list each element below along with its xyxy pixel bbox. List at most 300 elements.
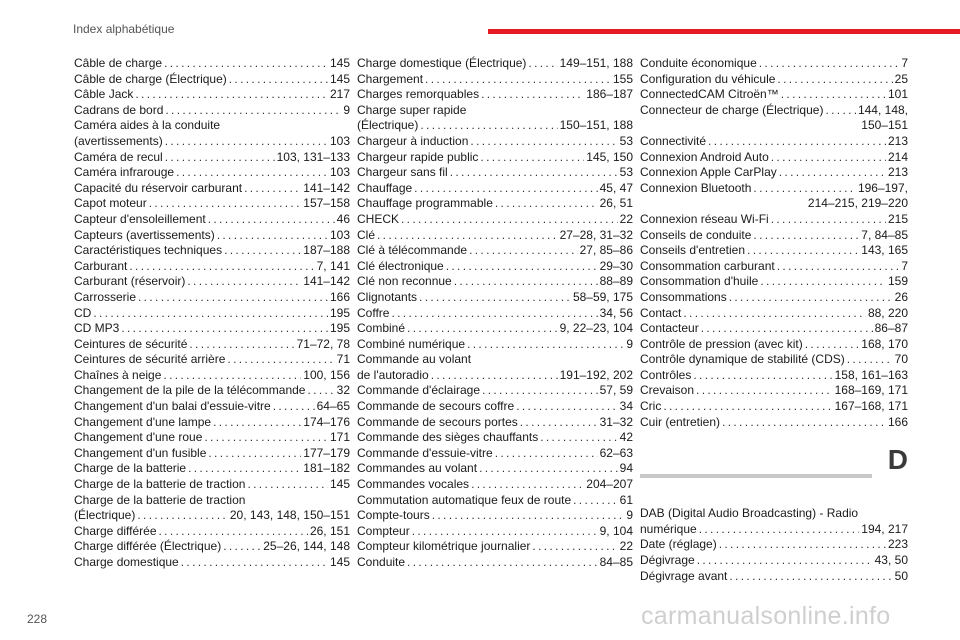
- index-entry-pages: 9: [343, 102, 350, 117]
- index-entry-term: Compte-tours: [357, 508, 430, 523]
- index-entry-pages: 7: [901, 56, 908, 70]
- index-entry: [640, 522, 908, 538]
- index-entry-pages: 186–187: [586, 87, 633, 102]
- dot-leader: [479, 461, 618, 477]
- index-entry-term: (Électrique): [357, 118, 419, 133]
- index-entry-pages: 29–30: [599, 258, 633, 273]
- index-entry: [74, 415, 350, 431]
- index-entry-pages: 145: [329, 71, 350, 86]
- index-entry-term: Commande d'essuie-vitre: [357, 445, 493, 460]
- index-entry-pages: 166: [887, 414, 908, 429]
- dot-leader: [693, 368, 832, 384]
- index-entry-term: Ceintures de sécurité arrière: [74, 352, 226, 367]
- index-entry: [74, 228, 350, 244]
- dot-leader: [696, 383, 833, 399]
- index-entry-term: Commande des sièges chauffants: [357, 430, 539, 445]
- index-entry-pages: 9: [626, 336, 633, 351]
- index-entry: [74, 243, 350, 259]
- dot-leader: [407, 321, 558, 337]
- dot-leader: [244, 181, 301, 197]
- index-entry-term: Connectivité: [640, 133, 707, 148]
- index-entry: [74, 290, 350, 306]
- dot-leader: [129, 259, 314, 275]
- index-entry-pages: 223: [887, 537, 908, 552]
- index-entry-pages: 177–179: [303, 445, 350, 460]
- dot-leader: [469, 243, 578, 259]
- index-entry-pages: 157–158: [303, 196, 350, 211]
- dot-leader: [753, 181, 856, 197]
- index-entry: [74, 259, 350, 275]
- dot-leader: [93, 306, 328, 322]
- index-entry-pages: 9: [626, 508, 633, 523]
- index-entry-pages: 86–87: [874, 321, 908, 336]
- index-entry-pages: 196–197,: [857, 180, 908, 195]
- index-entry: [74, 212, 350, 228]
- index-entry: [640, 72, 908, 88]
- dot-leader: [771, 212, 886, 228]
- index-entry: [640, 553, 908, 569]
- dot-leader: [412, 524, 598, 540]
- dot-leader: [701, 321, 873, 337]
- index-entry-term: Contacteur: [640, 321, 699, 336]
- index-entry: [74, 196, 350, 212]
- index-entry-term: Chauffage programmable: [357, 196, 493, 211]
- dot-leader: [223, 539, 261, 555]
- index-entry-pages: 144, 148,: [857, 102, 908, 117]
- dot-leader: [825, 103, 856, 119]
- index-entry-pages: 27–28, 31–32: [559, 227, 633, 242]
- index-entry: [357, 150, 633, 166]
- index-entry: [74, 87, 350, 103]
- index-entry-pages: 217: [329, 87, 350, 102]
- index-entry-pages: 103: [329, 227, 350, 242]
- index-entry-term: Consommation carburant: [640, 258, 775, 273]
- index-entry-pages: 103: [329, 165, 350, 180]
- index-entry: [640, 306, 908, 322]
- index-entry-pages: 25: [894, 71, 908, 86]
- index-entry-term: Changement de la pile de la télécommande: [74, 383, 306, 398]
- index-entry-line: Commande au volant: [357, 352, 472, 367]
- index-entry: [357, 134, 633, 150]
- index-entry: [357, 446, 633, 462]
- index-entry-pages: 70: [894, 352, 908, 367]
- index-entry: [357, 181, 633, 197]
- index-entry-line: DAB (Digital Audio Broadcasting) - Radio: [640, 506, 859, 521]
- dot-leader: [480, 150, 584, 166]
- page-header-title: Index alphabétique: [73, 22, 175, 36]
- dot-leader: [697, 553, 873, 569]
- dot-leader: [708, 134, 886, 150]
- dot-leader: [176, 165, 328, 181]
- index-entry-pages: 31–32: [599, 414, 633, 429]
- index-entry: [640, 134, 908, 150]
- dot-leader: [520, 415, 598, 431]
- index-entry-pages: 158, 161–163: [834, 367, 908, 382]
- index-entry-pages: 159: [887, 274, 908, 289]
- index-entry-term: Contrôle dynamique de stabilité (CDS): [640, 352, 845, 367]
- dot-leader: [165, 134, 328, 150]
- index-entry: [640, 383, 908, 399]
- index-entry-term: Connexion Apple CarPlay: [640, 165, 777, 180]
- index-entry-term: Cuir (entretien): [640, 414, 721, 429]
- dot-leader: [432, 508, 625, 524]
- index-entry-pages: 9, 22–23, 104: [559, 321, 633, 336]
- index-entry-term: Combiné: [357, 321, 406, 336]
- index-entry: [74, 72, 350, 88]
- index-entry-pages: 213: [887, 133, 908, 148]
- dot-leader: [516, 399, 617, 415]
- index-entry: [640, 368, 908, 384]
- index-entry-pages: 195: [329, 305, 350, 320]
- index-entry: [357, 259, 633, 275]
- index-entry: [74, 103, 350, 119]
- index-entry-term: Capteur d'ensoleillement: [74, 211, 206, 226]
- index-entry-pages: 195: [329, 321, 350, 336]
- dot-leader: [163, 368, 301, 384]
- index-entry: [357, 477, 633, 493]
- index-entry-term: Chargement: [357, 71, 424, 86]
- index-entry-pages: 46: [336, 211, 350, 226]
- index-entry: [357, 539, 633, 555]
- index-entry-term: Coffre: [357, 305, 390, 320]
- index-entry-pages: 103, 131–133: [276, 149, 350, 164]
- index-entry-term: Caméra infrarouge: [74, 165, 175, 180]
- index-entry-term: Conduite économique: [640, 56, 757, 70]
- index-entry-pages: 214: [887, 149, 908, 164]
- index-entry: [640, 243, 908, 259]
- index-entry-pages: 167–168, 171: [834, 399, 908, 414]
- dot-leader: [377, 228, 558, 244]
- index-entry: [640, 337, 908, 353]
- dot-leader: [495, 446, 598, 462]
- index-entry-term: Changement d'un balai d'essuie-vitre: [74, 399, 271, 414]
- index-entry-pages: 100, 156: [303, 367, 350, 382]
- index-column-2: [357, 56, 633, 571]
- index-entry: [640, 415, 908, 431]
- index-entry-term: Commandes vocales: [357, 477, 470, 492]
- index-entry-term: (Électrique): [74, 508, 136, 523]
- dot-leader: [407, 555, 598, 571]
- dot-leader: [227, 352, 334, 368]
- index-entry: [357, 524, 633, 540]
- dot-leader: [446, 259, 598, 275]
- index-entry-term: Clignotants: [357, 289, 418, 304]
- dot-leader: [149, 196, 302, 212]
- index-entry-term: Changement d'une lampe: [74, 414, 212, 429]
- index-entry: [357, 290, 633, 306]
- index-entry-pages-continued: 150–151: [861, 118, 908, 133]
- index-entry-pages: 26, 151: [309, 523, 350, 538]
- index-entry-pages: 34: [619, 399, 633, 414]
- dot-leader: [470, 134, 617, 150]
- dot-leader: [779, 165, 886, 181]
- index-entry-pages: 45, 47: [599, 180, 633, 195]
- dot-leader: [165, 103, 341, 119]
- index-entry-term: Commutation automatique feux de route: [357, 492, 572, 507]
- index-entry-term: Contrôle de pression (avec kit): [640, 336, 803, 351]
- index-entry-term: CD: [74, 305, 92, 320]
- index-entry: [640, 569, 908, 585]
- index-entry-term: CHECK: [357, 211, 400, 226]
- dot-leader: [224, 243, 301, 259]
- index-entry: [357, 212, 633, 228]
- index-entry-term: Caméra de recul: [74, 149, 163, 164]
- dot-leader: [495, 196, 598, 212]
- index-entry-term: Charge domestique (Électrique): [357, 56, 527, 70]
- index-entry: [74, 383, 350, 399]
- index-entry: [640, 103, 908, 119]
- index-entry: [640, 181, 908, 197]
- index-entry: [74, 368, 350, 384]
- index-entry: [357, 383, 633, 399]
- dot-leader: [683, 306, 866, 322]
- index-entry: [357, 274, 633, 290]
- dot-leader: [181, 555, 328, 571]
- dot-leader: [229, 72, 328, 88]
- index-entry-term: Contact: [640, 305, 682, 320]
- index-entry-pages: 149–151, 188: [559, 56, 633, 70]
- dot-leader: [159, 524, 308, 540]
- index-entry: [74, 134, 350, 150]
- index-entry-pages: 145, 150: [586, 149, 633, 164]
- index-entry-term: Ceintures de sécurité: [74, 336, 188, 351]
- index-entry: [357, 461, 633, 477]
- index-entry-term: Charge de la batterie: [74, 461, 187, 476]
- index-entry: [640, 87, 908, 103]
- index-entry-pages: 22: [619, 211, 633, 226]
- index-entry-term: Chargeur rapide public: [357, 149, 479, 164]
- dot-leader: [188, 461, 301, 477]
- index-entry-term: Caractéristiques techniques: [74, 243, 223, 258]
- index-entry-pages: 53: [619, 133, 633, 148]
- dot-leader: [847, 352, 893, 368]
- index-entry-pages: 42: [619, 430, 633, 445]
- index-entry-pages: 215: [887, 211, 908, 226]
- dot-leader: [187, 274, 301, 290]
- index-entry: [357, 243, 633, 259]
- dot-leader: [699, 522, 860, 538]
- index-entry-pages: 7, 141: [316, 258, 350, 273]
- dot-leader: [729, 290, 893, 306]
- index-entry-term: Clé non reconnue: [357, 274, 452, 289]
- index-entry-term: Crevaison: [640, 383, 695, 398]
- index-entry: [74, 274, 350, 290]
- dot-leader: [722, 415, 886, 431]
- index-entry-pages: 145: [329, 555, 350, 569]
- dot-leader: [771, 150, 886, 166]
- index-entry-term: Combiné numérique: [357, 336, 466, 351]
- index-entry-pages: 187–188: [303, 243, 350, 258]
- index-entry-term: Clé: [357, 227, 376, 242]
- index-entry: [357, 415, 633, 431]
- index-entry: [357, 228, 633, 244]
- dot-leader: [719, 537, 886, 553]
- index-entry-term: Configuration du véhicule: [640, 71, 776, 86]
- index-entry-pages: 143, 165: [861, 243, 908, 258]
- index-entry: [357, 493, 633, 509]
- index-entry-term: Date (réglage): [640, 537, 717, 552]
- index-entry-pages: 194, 217: [861, 521, 908, 536]
- index-entry-pages: 171: [329, 430, 350, 445]
- index-entry-term: Changement d'une roue: [74, 430, 203, 445]
- index-entry-pages: 168, 170: [861, 336, 908, 351]
- index-entry-line: Caméra aides à la conduite: [74, 118, 221, 133]
- index-entry-pages: 53: [619, 165, 633, 180]
- index-entry: [74, 508, 350, 524]
- dot-leader: [307, 383, 334, 399]
- index-entry: [640, 399, 908, 415]
- dot-leader: [663, 399, 832, 415]
- index-entry: [640, 259, 908, 275]
- dot-leader: [573, 493, 618, 509]
- index-entry-pages: 168–169, 171: [834, 383, 908, 398]
- index-entry-pages: 7: [901, 258, 908, 273]
- index-entry-term: Capteurs (avertissements): [74, 227, 215, 242]
- dot-leader: [401, 212, 618, 228]
- index-entry: [74, 446, 350, 462]
- index-entry-term: Conduite: [357, 555, 406, 569]
- index-entry: [640, 212, 908, 228]
- index-entry-pages: 166: [329, 289, 350, 304]
- index-column-1: [74, 56, 350, 571]
- dot-leader: [481, 87, 584, 103]
- dot-leader: [121, 321, 328, 337]
- index-entry: [74, 337, 350, 353]
- index-entry: [74, 56, 350, 72]
- index-entry-term: Clé à télécommande: [357, 243, 468, 258]
- dot-leader: [753, 228, 859, 244]
- index-entry-pages: 155: [612, 71, 633, 86]
- index-entry-pages: 141–142: [303, 274, 350, 289]
- index-entry-pages: 213: [887, 165, 908, 180]
- section-letter-d: [640, 444, 908, 506]
- dot-leader: [420, 118, 557, 134]
- index-entry-pages: 71–72, 78: [296, 336, 350, 351]
- index-entry-term: Câble de charge: [74, 56, 163, 70]
- index-entry-pages: 174–176: [303, 414, 350, 429]
- dot-leader: [204, 430, 328, 446]
- dot-leader: [137, 508, 228, 524]
- index-entry: [357, 72, 633, 88]
- dot-leader: [467, 337, 624, 353]
- index-entry-pages: 20, 143, 148, 150–151: [229, 508, 350, 523]
- index-entry-pages: 84–85: [599, 555, 633, 569]
- index-entry: [640, 321, 908, 337]
- section-letter: D: [887, 444, 908, 476]
- section-divider-rule: [640, 474, 872, 478]
- index-entry-pages: 57, 59: [599, 383, 633, 398]
- index-entry-pages: 22: [619, 539, 633, 554]
- index-entry-term: Contrôles: [640, 367, 692, 382]
- index-entry-pages: 26, 51: [599, 196, 633, 211]
- index-column-3: [640, 56, 908, 584]
- index-entry: [357, 165, 633, 181]
- dot-leader: [135, 87, 328, 103]
- index-entry: [74, 165, 350, 181]
- index-entry: [640, 56, 908, 72]
- index-entry: [640, 165, 908, 181]
- dot-leader: [528, 56, 557, 72]
- index-entry-pages: 32: [336, 383, 350, 398]
- dot-leader: [165, 150, 275, 166]
- dot-leader: [419, 290, 571, 306]
- index-entry-pages: 141–142: [303, 180, 350, 195]
- index-entry-term: Commande de secours coffre: [357, 399, 515, 414]
- index-entry-pages: 27, 85–86: [579, 243, 633, 258]
- index-entry: [74, 430, 350, 446]
- index-entry-line: Charge de la batterie de traction: [74, 492, 246, 507]
- index-entry-term: Commande d'éclairage: [357, 383, 481, 398]
- dot-leader: [747, 243, 859, 259]
- dot-leader: [454, 274, 598, 290]
- index-entry-pages: 145: [329, 477, 350, 492]
- dot-leader: [164, 56, 328, 72]
- index-entry-term: numérique: [640, 521, 697, 536]
- index-entry-term: Cric: [640, 399, 662, 414]
- index-entry: [74, 477, 350, 493]
- dot-leader: [208, 446, 301, 462]
- watermark-text: carmanualsonline.info: [641, 602, 891, 630]
- index-entry: [640, 274, 908, 290]
- index-entry: [640, 537, 908, 553]
- index-entry: [357, 321, 633, 337]
- index-entry: [357, 430, 633, 446]
- index-entry-pages: 204–207: [586, 477, 633, 492]
- index-entry: [74, 399, 350, 415]
- index-entry-pages: 7, 84–85: [861, 227, 908, 242]
- dot-leader: [213, 415, 301, 431]
- index-entry: [357, 118, 633, 134]
- index-entry-term: Carrosserie: [74, 289, 137, 304]
- dot-leader: [217, 228, 328, 244]
- index-entry-term: Carburant: [74, 258, 128, 273]
- dot-leader: [759, 56, 900, 72]
- index-entry-pages: 181–182: [303, 461, 350, 476]
- index-entry-term: (avertissements): [74, 133, 163, 148]
- dot-leader: [471, 477, 584, 493]
- page-number: 228: [27, 612, 48, 626]
- index-entry-pages: 62–63: [599, 445, 633, 460]
- dot-leader: [760, 274, 886, 290]
- index-entry: [74, 181, 350, 197]
- index-entry: [74, 150, 350, 166]
- dot-leader: [138, 290, 328, 306]
- dot-leader: [208, 212, 335, 228]
- index-entry-term: ConnectedCAM Citroën™: [640, 87, 779, 102]
- dot-leader: [273, 399, 315, 415]
- index-entry-pages: 26: [894, 289, 908, 304]
- index-entry: [74, 461, 350, 477]
- index-entry: [357, 56, 633, 72]
- index-entry-term: Charge différée (Électrique): [74, 539, 222, 554]
- dot-leader: [532, 539, 617, 555]
- index-entry-term: Charge de la batterie de traction: [74, 477, 246, 492]
- index-entry-pages: 43, 50: [874, 553, 908, 568]
- index-entry-term: Commandes au volant: [357, 461, 478, 476]
- index-entry: [357, 368, 633, 384]
- index-entry-term: Chargeur sans fil: [357, 165, 448, 180]
- index-entry: [357, 306, 633, 322]
- dot-leader: [431, 368, 558, 384]
- index-entry-term: Câble Jack: [74, 87, 134, 102]
- index-entry-term: Capacité du réservoir carburant: [74, 180, 243, 195]
- index-entry-pages: 145: [329, 56, 350, 70]
- index-entry-term: Connecteur de charge (Électrique): [640, 102, 824, 117]
- index-entry-term: Clé électronique: [357, 258, 444, 273]
- index-entry-term: Carburant (réservoir): [74, 274, 186, 289]
- dot-leader: [729, 569, 892, 585]
- index-entry-term: Connexion réseau Wi-Fi: [640, 211, 769, 226]
